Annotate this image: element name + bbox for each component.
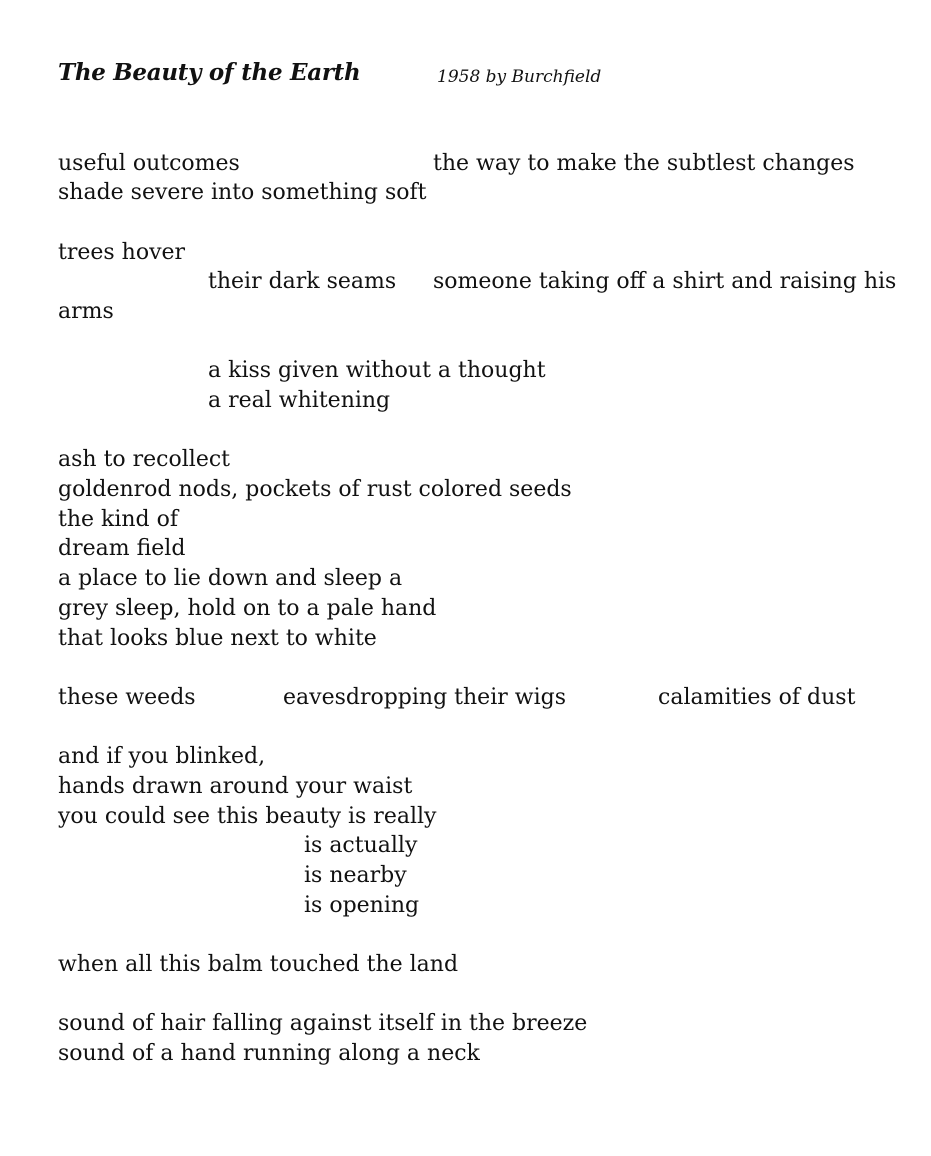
poem-line: calamities of dust bbox=[658, 685, 856, 710]
poem-line: arms bbox=[58, 299, 114, 324]
poem-line: that looks blue next to white bbox=[58, 626, 377, 651]
poem-line: and if you blinked, bbox=[58, 744, 266, 769]
poem-line: a kiss given without a thought bbox=[208, 358, 546, 383]
poem-line: ash to recollect bbox=[58, 447, 231, 472]
poem-line: the kind of bbox=[58, 507, 179, 532]
poem-line: shade severe into something soft bbox=[58, 180, 427, 205]
poem-line: trees hover bbox=[58, 240, 186, 265]
poem-subtitle: 1958 by Burchfield bbox=[437, 67, 602, 87]
poem-line: their dark seams bbox=[208, 269, 397, 294]
poem-line: is opening bbox=[304, 893, 420, 918]
poem-title: The Beauty of the Earth bbox=[58, 59, 361, 86]
poem-line: is actually bbox=[304, 833, 418, 858]
poem-line: sound of a hand running along a neck bbox=[58, 1041, 480, 1066]
poem-line: useful outcomes bbox=[58, 151, 240, 176]
poem-line: dream field bbox=[58, 536, 186, 561]
poem-line: eavesdropping their wigs bbox=[283, 685, 566, 710]
poem-line: you could see this beauty is really bbox=[58, 804, 437, 829]
poem-line: a place to lie down and sleep a bbox=[58, 566, 403, 591]
poem-line: someone taking off a shirt and raising his bbox=[433, 269, 897, 294]
poem-line: the way to make the subtlest changes bbox=[433, 151, 855, 176]
poem-line: is nearby bbox=[304, 863, 407, 888]
poem-line: grey sleep, hold on to a pale hand bbox=[58, 596, 437, 621]
poem-line: hands drawn around your waist bbox=[58, 774, 413, 799]
poem-line: a real whitening bbox=[208, 388, 391, 413]
poem-line: goldenrod nods, pockets of rust colored seeds bbox=[58, 477, 572, 502]
poem-line: when all this balm touched the land bbox=[58, 952, 459, 977]
poem-line: sound of hair falling against itself in the breeze bbox=[58, 1011, 588, 1036]
poem-line: these weeds bbox=[58, 685, 196, 710]
